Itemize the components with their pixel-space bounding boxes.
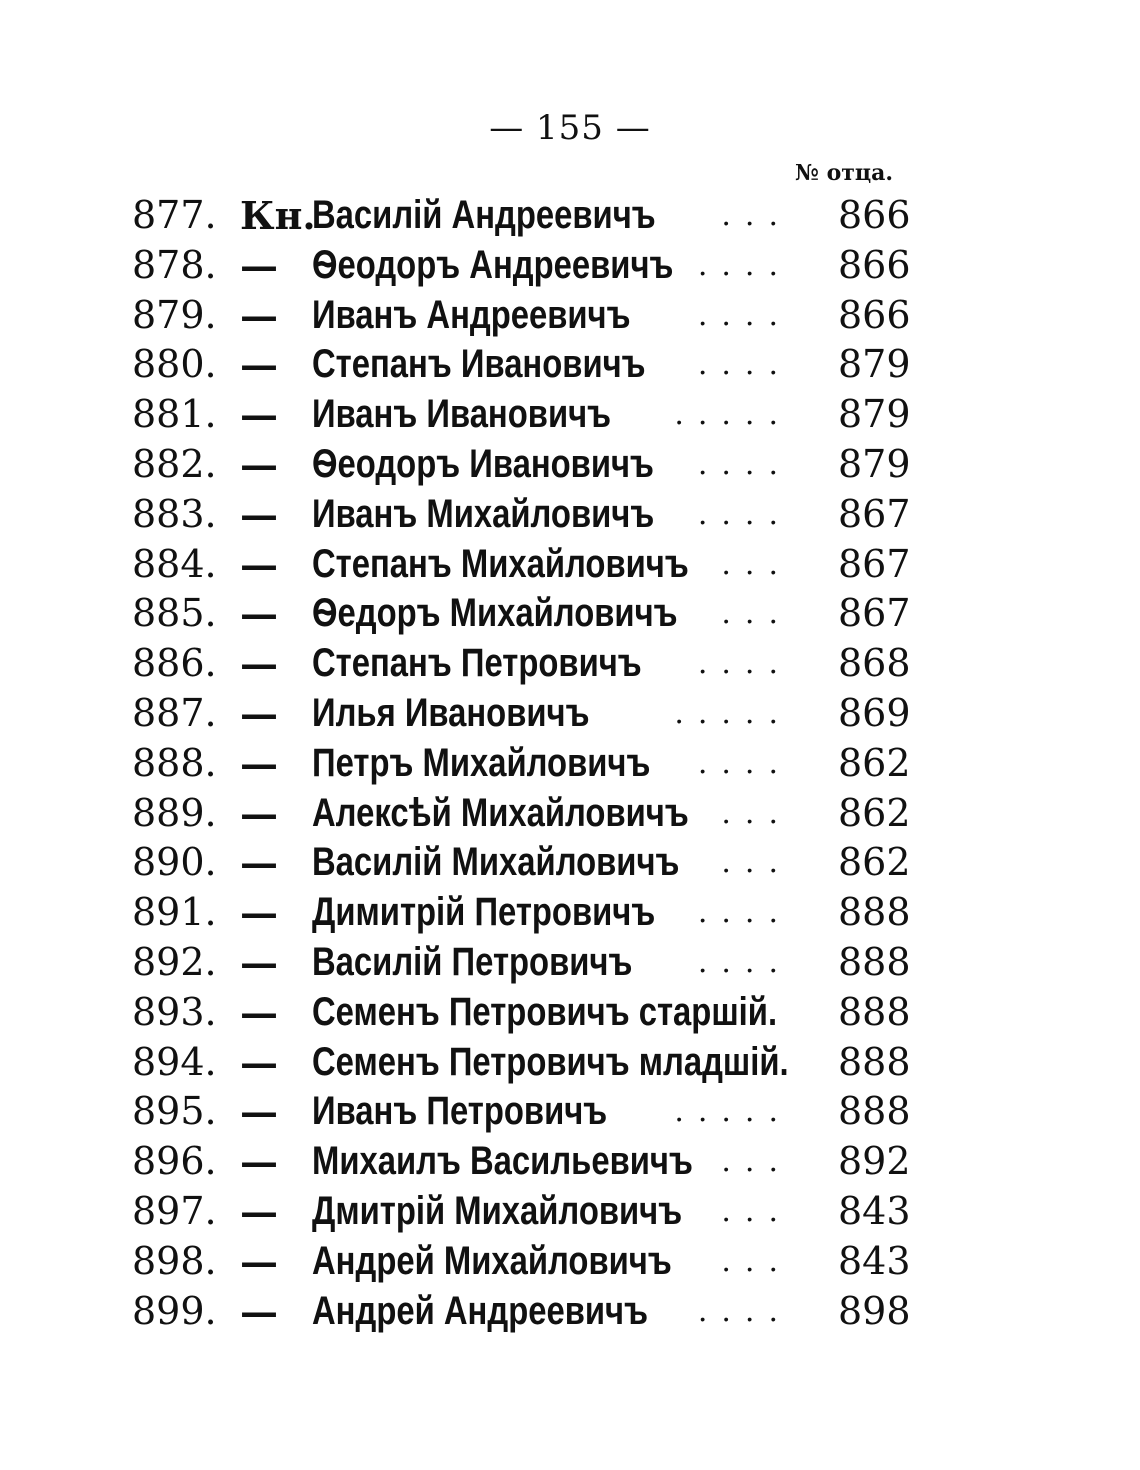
father-number: 888	[838, 1039, 911, 1084]
entry-name: Ѳеодоръ Андреевичъ	[312, 242, 674, 287]
father-number: 868	[838, 641, 911, 686]
entry-name: Ѳеодоръ Ивановичъ	[312, 441, 654, 486]
entry-name: Илья Ивановичъ	[312, 690, 590, 735]
dot-leader: .....	[674, 397, 792, 433]
page-number: — 155 —	[489, 108, 651, 148]
entry-name: Андрей Андреевичъ	[312, 1288, 648, 1333]
list-item	[0, 1187, 1140, 1237]
entry-prefix: —	[240, 242, 278, 288]
father-number: 866	[838, 193, 911, 237]
dot-leader: ...	[721, 198, 792, 233]
entry-name: Семенъ Петровичъ старшій.	[312, 989, 778, 1034]
entry-name: Василій Андреевичъ	[312, 193, 656, 237]
list-item	[0, 490, 1140, 540]
entry-name: Василій Михайловичъ	[312, 840, 680, 885]
dot-leader: ....	[697, 247, 792, 283]
entry-name: Ѳедоръ Михайловичъ	[312, 591, 678, 636]
list-item	[0, 739, 1140, 789]
entry-number: 893.	[132, 989, 217, 1034]
list-item	[0, 291, 1140, 341]
father-number: 888	[838, 890, 911, 935]
list-item	[0, 1237, 1140, 1287]
father-number: 862	[838, 790, 911, 835]
entry-prefix: —	[240, 1089, 278, 1135]
entry-number: 899.	[132, 1288, 217, 1333]
father-number: 867	[838, 541, 911, 586]
list-item	[0, 1137, 1140, 1187]
list-item	[0, 789, 1140, 839]
genealogy-list	[0, 191, 1140, 1336]
father-number: 843	[838, 1238, 911, 1283]
list-item	[0, 390, 1140, 440]
entry-name: Иванъ Михайловичъ	[312, 491, 655, 536]
entry-number: 887.	[132, 690, 217, 735]
list-item	[0, 589, 1140, 639]
entry-prefix: —	[240, 989, 278, 1035]
father-number: 866	[838, 292, 911, 337]
entry-name: Алексѣй Михайловичъ	[312, 790, 689, 835]
entry-name: Степанъ Петровичъ	[312, 641, 642, 686]
dot-leader: ....	[697, 646, 792, 682]
entry-number: 884.	[132, 541, 217, 586]
entry-number: 890.	[132, 840, 217, 885]
list-item	[0, 888, 1140, 938]
entry-prefix: —	[240, 591, 278, 637]
dot-leader: ...	[721, 596, 792, 632]
entry-name: Степанъ Михайловичъ	[312, 541, 689, 586]
dot-leader: ....	[697, 446, 792, 482]
father-number: 892	[838, 1139, 911, 1184]
dot-leader: ...	[721, 546, 792, 582]
list-item	[0, 1287, 1140, 1337]
entry-number: 881.	[132, 392, 217, 437]
column-header-father-number: № отца.	[795, 160, 894, 186]
father-number: 888	[838, 989, 911, 1034]
list-item	[0, 938, 1140, 988]
dot-leader: ....	[697, 895, 792, 931]
entry-prefix: —	[240, 840, 278, 886]
dot-leader: ...	[721, 1243, 792, 1279]
entry-number: 885.	[132, 591, 217, 636]
dot-leader: ...	[721, 845, 792, 881]
list-item	[0, 639, 1140, 689]
dot-leader: .....	[674, 695, 792, 731]
father-number: 879	[838, 441, 911, 486]
entry-number: 883.	[132, 491, 217, 536]
dot-leader: ....	[697, 347, 792, 383]
entry-prefix: —	[240, 690, 278, 736]
entry-name: Иванъ Петровичъ	[312, 1089, 608, 1134]
father-number: 869	[838, 690, 911, 735]
entry-number: 896.	[132, 1139, 217, 1184]
entry-number: 898.	[132, 1238, 217, 1283]
entry-name: Димитрій Петровичъ	[312, 890, 656, 935]
entry-number: 877.	[132, 193, 217, 237]
entry-prefix: —	[240, 1188, 278, 1234]
dot-leader: ....	[697, 944, 792, 980]
father-number: 888	[838, 939, 911, 984]
dot-leader: ....	[697, 745, 792, 781]
father-number: 879	[838, 342, 911, 387]
list-item	[0, 689, 1140, 739]
dot-leader: .....	[674, 1094, 792, 1130]
entry-number: 879.	[132, 292, 217, 337]
entry-number: 880.	[132, 342, 217, 387]
list-item	[0, 1087, 1140, 1137]
entry-name: Василій Петровичъ	[312, 939, 633, 984]
father-number: 867	[838, 591, 911, 636]
list-item	[0, 1038, 1140, 1088]
list-item	[0, 838, 1140, 888]
entry-number: 886.	[132, 641, 217, 686]
entry-number: 888.	[132, 740, 217, 785]
entry-prefix: —	[240, 292, 278, 338]
father-number: 867	[838, 491, 911, 536]
father-number: 866	[838, 242, 911, 287]
entry-number: 889.	[132, 790, 217, 835]
entry-name: Семенъ Петровичъ младшій.	[312, 1039, 789, 1084]
father-number: 888	[838, 1089, 911, 1134]
entry-name: Дмитрій Михайловичъ	[312, 1188, 683, 1233]
entry-prefix: —	[240, 641, 278, 687]
father-number: 843	[838, 1188, 911, 1233]
dot-leader: ....	[697, 496, 792, 532]
entry-prefix: —	[240, 939, 278, 985]
entry-prefix: Кн.	[240, 193, 316, 238]
dot-leader: ....	[697, 1293, 792, 1329]
entry-prefix: —	[240, 342, 278, 388]
entry-name: Иванъ Ивановичъ	[312, 392, 612, 437]
entry-number: 891.	[132, 890, 217, 935]
father-number: 879	[838, 392, 911, 437]
father-number: 898	[838, 1288, 911, 1333]
entry-name: Степанъ Ивановичъ	[312, 342, 646, 387]
entry-number: 882.	[132, 441, 217, 486]
entry-number: 892.	[132, 939, 217, 984]
entry-prefix: —	[240, 740, 278, 786]
father-number: 862	[838, 740, 911, 785]
list-item	[0, 988, 1140, 1038]
dot-leader: ....	[697, 297, 792, 333]
entry-prefix: —	[240, 890, 278, 936]
dot-leader: ...	[721, 795, 792, 831]
list-item	[0, 340, 1140, 390]
list-item	[0, 440, 1140, 490]
list-item	[0, 540, 1140, 590]
entry-name: Иванъ Андреевичъ	[312, 292, 631, 337]
entry-name: Петръ Михайловичъ	[312, 740, 651, 785]
father-number: 862	[838, 840, 911, 885]
list-item	[0, 191, 1140, 241]
entry-prefix: —	[240, 1139, 278, 1185]
entry-name: Михаилъ Васильевичъ	[312, 1139, 693, 1184]
entry-prefix: —	[240, 1238, 278, 1284]
entry-prefix: —	[240, 392, 278, 438]
entry-prefix: —	[240, 1288, 278, 1334]
list-item	[0, 241, 1140, 291]
entry-name: Андрей Михайловичъ	[312, 1238, 672, 1283]
entry-prefix: —	[240, 790, 278, 836]
entry-number: 878.	[132, 242, 217, 287]
entry-prefix: —	[240, 491, 278, 537]
entry-number: 894.	[132, 1039, 217, 1084]
entry-prefix: —	[240, 541, 278, 587]
entry-number: 897.	[132, 1188, 217, 1233]
entry-prefix: —	[240, 1039, 278, 1085]
entry-number: 895.	[132, 1089, 217, 1134]
dot-leader: ...	[721, 1144, 792, 1180]
entry-prefix: —	[240, 441, 278, 487]
dot-leader: ...	[721, 1193, 792, 1229]
